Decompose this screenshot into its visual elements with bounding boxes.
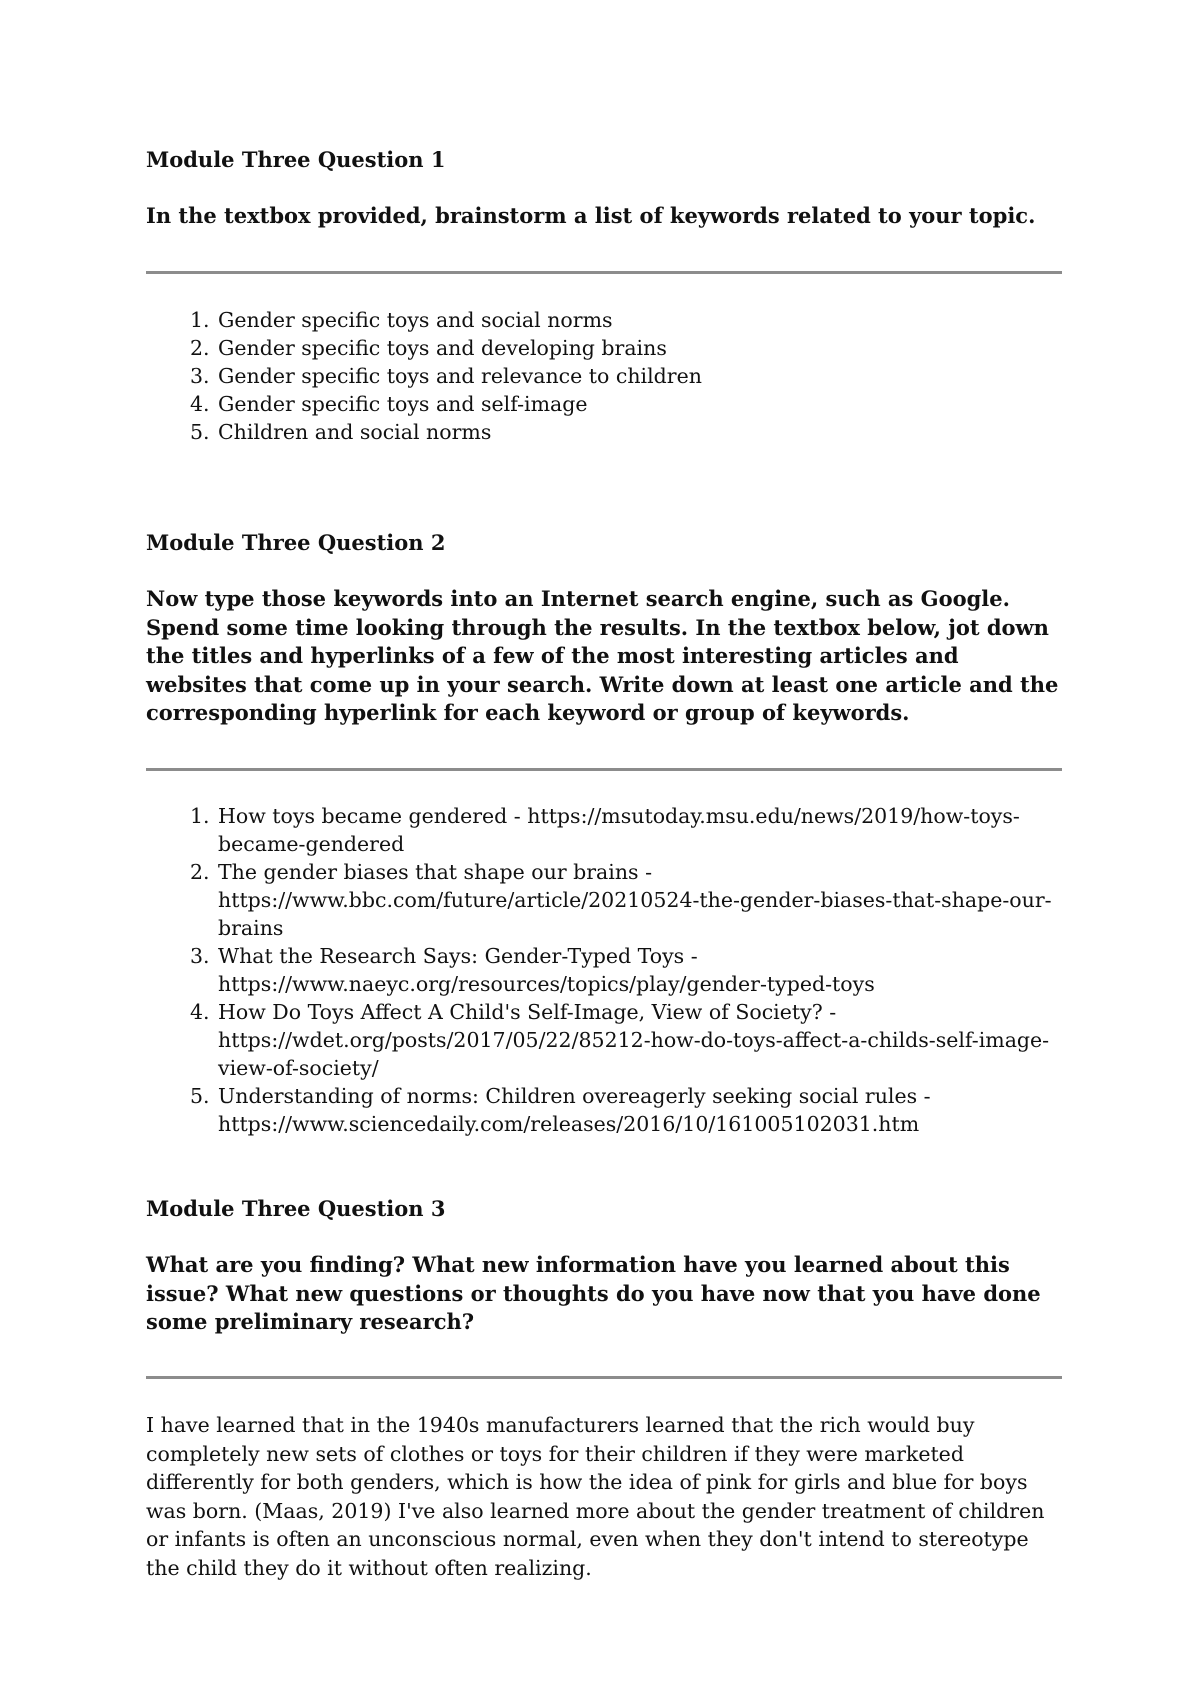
question-2-title: Module Three Question 2 <box>146 530 446 555</box>
list-item: Gender specific toys and self-image <box>218 392 588 416</box>
list-item: Gender specific toys and developing brains <box>218 336 667 360</box>
list-item: How toys became gendered - https://msutoday.msu.edu/news/2019/how-toys-became-gendered <box>218 804 1020 856</box>
question-3-title: Module Three Question 3 <box>146 1196 446 1221</box>
question-3-divider <box>146 1376 1062 1379</box>
list-item: The gender biases that shape our brains - https://www.bbc.com/future/article/20210524-the-gender-biases-that-shape-our-brains <box>218 860 1052 940</box>
question-3-prompt: What are you finding? What new information have you learned about this issue? What new questions or thoughts do you have now that you have done some preliminary research? <box>146 1252 1041 1334</box>
list-item: Children and social norms <box>218 420 492 444</box>
list-item: What the Research Says: Gender-Typed Toys - https://www.naeyc.org/resources/topics/play/gender-typed-toys <box>218 944 875 996</box>
question-2-section <box>146 529 1066 1136</box>
question-2-answer-list[interactable] <box>146 802 1066 1138</box>
list-item: How Do Toys Affect A Child's Self-Image, View of Society? - https://wdet.org/posts/2017/05/22/85212-how-do-toys-affect-a-childs-self-image-view-of-society/ <box>218 1000 1050 1080</box>
list-item: Understanding of norms: Children overeagerly seeking social rules - https://www.sciencedaily.com/releases/2016/10/161005102031.htm <box>218 1084 931 1136</box>
question-1-section <box>146 146 1066 444</box>
question-3-section <box>146 1195 1066 1580</box>
question-1-prompt: In the textbox provided, brainstorm a list of keywords related to your topic. <box>146 203 1036 228</box>
question-1-divider <box>146 271 1062 274</box>
list-item: Gender specific toys and social norms <box>218 308 613 332</box>
question-1-title: Module Three Question 1 <box>146 147 446 172</box>
question-2-prompt: Now type those keywords into an Internet search engine, such as Google. Spend some time looking through the results. In the textbox below, jot down the titles and hyperlinks of a few of the most interesting articles and websites that come up in your search. Write down at least one article and the corresponding hyperlink for each keyword or group of keywords. <box>146 586 1059 725</box>
question-2-divider <box>146 768 1062 771</box>
question-3-answer-text[interactable]: I have learned that in the 1940s manufacturers learned that the rich would buy completely new sets of clothes or toys for their children if they were marketed differently for both genders, which is how the idea of pink for girls and blue for boys was born. (Maas, 2019) I've also learned more about the gender treatment of children or infants is often an unconscious normal, even when they don't intend to stereotype the child they do it without often realizing. <box>146 1413 1045 1580</box>
list-item: Gender specific toys and relevance to children <box>218 364 702 388</box>
question-1-answer-list[interactable] <box>146 306 1066 446</box>
